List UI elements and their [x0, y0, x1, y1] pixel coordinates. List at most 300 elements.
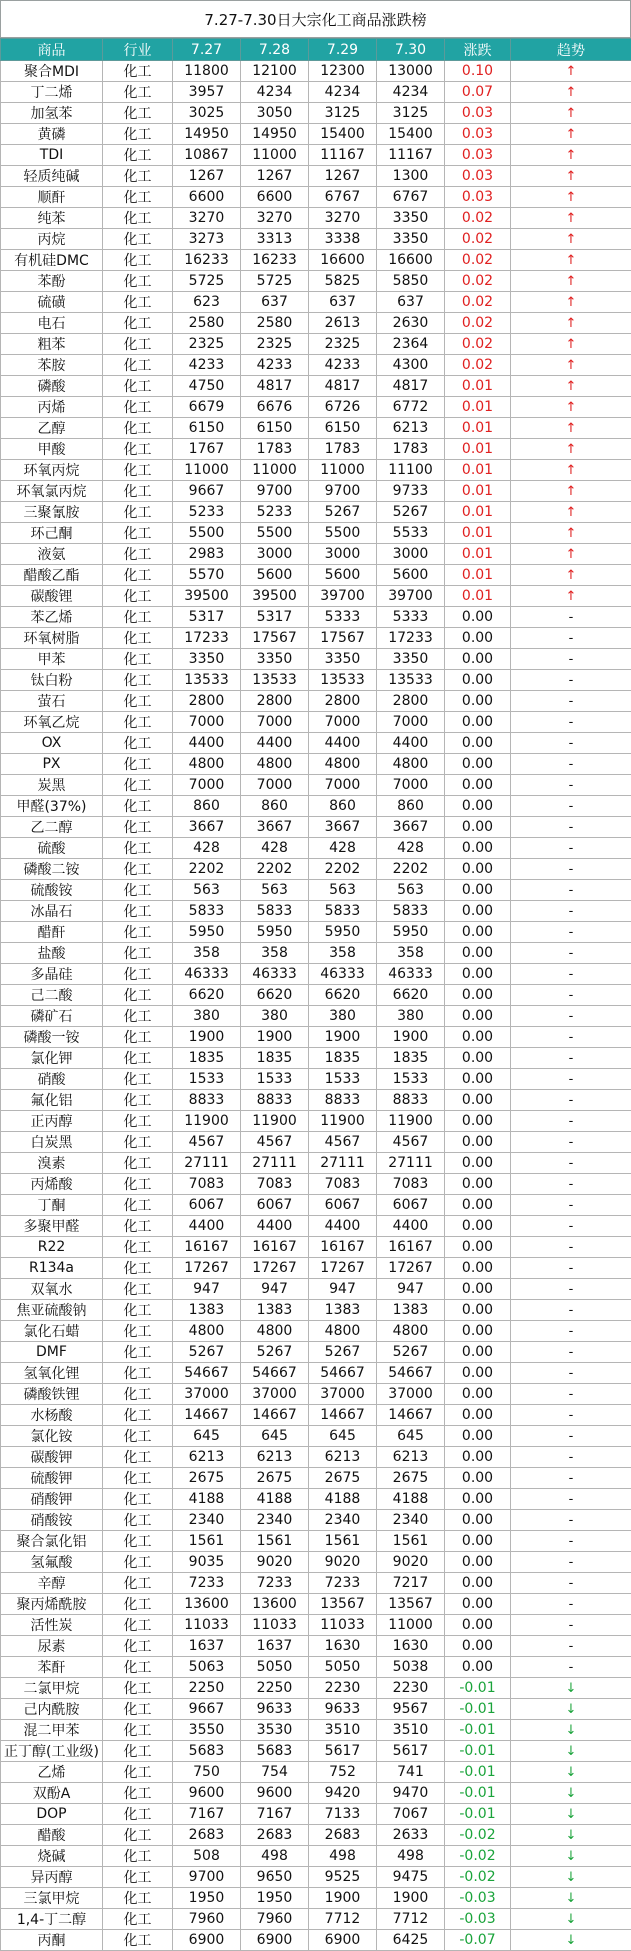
price-728-cell: 5683 [241, 1741, 309, 1762]
change-cell: 0.00 [445, 1405, 511, 1426]
price-727-cell: 14667 [173, 1405, 241, 1426]
trend-cell: ↓ [511, 1720, 631, 1741]
industry-cell: 化工 [103, 1762, 173, 1783]
industry-cell: 化工 [103, 691, 173, 712]
trend-cell: - [511, 670, 631, 691]
table-row [1, 1552, 631, 1573]
trend-cell: ↑ [511, 166, 631, 187]
industry-cell: 化工 [103, 859, 173, 880]
industry-cell: 化工 [103, 1468, 173, 1489]
change-cell: 0.01 [445, 523, 511, 544]
table-row [1, 313, 631, 334]
change-cell: 0.03 [445, 145, 511, 166]
header-date-2: 7.28 [241, 39, 309, 61]
price-727-cell: 54667 [173, 1363, 241, 1384]
product-cell: 多晶硅 [1, 964, 103, 985]
product-cell: 苯酐 [1, 1657, 103, 1678]
industry-cell: 化工 [103, 1258, 173, 1279]
product-cell: 冰晶石 [1, 901, 103, 922]
price-728-cell: 1561 [241, 1531, 309, 1552]
table-row [1, 1741, 631, 1762]
industry-cell: 化工 [103, 1006, 173, 1027]
trend-cell: - [511, 1405, 631, 1426]
change-cell: 0.00 [445, 1594, 511, 1615]
price-730-cell: 5267 [377, 502, 445, 523]
price-728-cell: 13600 [241, 1594, 309, 1615]
industry-cell: 化工 [103, 1132, 173, 1153]
price-728-cell: 3667 [241, 817, 309, 838]
product-cell: 硝酸钾 [1, 1489, 103, 1510]
price-730-cell: 3000 [377, 544, 445, 565]
industry-cell: 化工 [103, 1573, 173, 1594]
price-727-cell: 7000 [173, 775, 241, 796]
price-730-cell: 2633 [377, 1825, 445, 1846]
industry-cell: 化工 [103, 1615, 173, 1636]
price-730-cell: 3350 [377, 208, 445, 229]
industry-cell: 化工 [103, 82, 173, 103]
change-cell: -0.01 [445, 1699, 511, 1720]
header-row [1, 39, 631, 61]
price-728-cell: 5600 [241, 565, 309, 586]
table-row [1, 943, 631, 964]
price-728-cell: 6600 [241, 187, 309, 208]
table-row [1, 1426, 631, 1447]
price-728-cell: 1383 [241, 1300, 309, 1321]
product-cell: 活性炭 [1, 1615, 103, 1636]
trend-cell: ↑ [511, 82, 631, 103]
price-730-cell: 6767 [377, 187, 445, 208]
table-row [1, 82, 631, 103]
trend-cell: ↓ [511, 1909, 631, 1930]
price-727-cell: 5683 [173, 1741, 241, 1762]
product-cell: PX [1, 754, 103, 775]
table-row [1, 1321, 631, 1342]
trend-cell: - [511, 1258, 631, 1279]
table-row [1, 1090, 631, 1111]
table-row [1, 838, 631, 859]
price-727-cell: 5950 [173, 922, 241, 943]
industry-cell: 化工 [103, 1678, 173, 1699]
price-727-cell: 428 [173, 838, 241, 859]
table-row [1, 1237, 631, 1258]
price-729-cell: 6767 [309, 187, 377, 208]
price-727-cell: 9667 [173, 481, 241, 502]
trend-cell: - [511, 1342, 631, 1363]
price-730-cell: 27111 [377, 1153, 445, 1174]
industry-cell: 化工 [103, 544, 173, 565]
industry-cell: 化工 [103, 376, 173, 397]
industry-cell: 化工 [103, 1489, 173, 1510]
trend-cell: ↓ [511, 1888, 631, 1909]
change-cell: 0.03 [445, 103, 511, 124]
product-cell: 水杨酸 [1, 1405, 103, 1426]
price-728-cell: 4800 [241, 1321, 309, 1342]
price-727-cell: 9600 [173, 1783, 241, 1804]
price-730-cell: 4567 [377, 1132, 445, 1153]
price-728-cell: 947 [241, 1279, 309, 1300]
trend-cell: ↑ [511, 124, 631, 145]
price-728-cell: 11033 [241, 1615, 309, 1636]
price-729-cell: 3350 [309, 649, 377, 670]
product-cell: R134a [1, 1258, 103, 1279]
price-728-cell: 3530 [241, 1720, 309, 1741]
industry-cell: 化工 [103, 1321, 173, 1342]
trend-cell: ↑ [511, 61, 631, 82]
change-cell: 0.00 [445, 1258, 511, 1279]
trend-cell: ↑ [511, 145, 631, 166]
industry-cell: 化工 [103, 418, 173, 439]
change-cell: 0.00 [445, 1006, 511, 1027]
price-727-cell: 860 [173, 796, 241, 817]
price-730-cell: 1835 [377, 1048, 445, 1069]
industry-cell: 化工 [103, 1048, 173, 1069]
industry-cell: 化工 [103, 1447, 173, 1468]
price-729-cell: 5500 [309, 523, 377, 544]
price-729-cell: 3125 [309, 103, 377, 124]
trend-cell: - [511, 1384, 631, 1405]
table-row [1, 1783, 631, 1804]
price-727-cell: 9035 [173, 1552, 241, 1573]
price-730-cell: 54667 [377, 1363, 445, 1384]
industry-cell: 化工 [103, 1888, 173, 1909]
price-729-cell: 3000 [309, 544, 377, 565]
trend-cell: - [511, 943, 631, 964]
table-row [1, 481, 631, 502]
price-727-cell: 4800 [173, 754, 241, 775]
price-730-cell: 2800 [377, 691, 445, 712]
trend-cell: ↑ [511, 208, 631, 229]
table-row [1, 1174, 631, 1195]
trend-cell: - [511, 1027, 631, 1048]
price-728-cell: 428 [241, 838, 309, 859]
price-729-cell: 5267 [309, 1342, 377, 1363]
change-cell: 0.02 [445, 292, 511, 313]
trend-cell: - [511, 1615, 631, 1636]
change-cell: 0.01 [445, 376, 511, 397]
product-cell: 苯乙烯 [1, 607, 103, 628]
industry-cell: 化工 [103, 1594, 173, 1615]
product-cell: 甲醛(37%) [1, 796, 103, 817]
price-730-cell: 5950 [377, 922, 445, 943]
industry-cell: 化工 [103, 1195, 173, 1216]
price-730-cell: 5533 [377, 523, 445, 544]
price-727-cell: 11000 [173, 460, 241, 481]
price-729-cell: 2325 [309, 334, 377, 355]
price-730-cell: 860 [377, 796, 445, 817]
change-cell: -0.01 [445, 1741, 511, 1762]
price-730-cell: 4400 [377, 733, 445, 754]
industry-cell: 化工 [103, 985, 173, 1006]
price-727-cell: 8833 [173, 1090, 241, 1111]
table-row [1, 1846, 631, 1867]
price-729-cell: 637 [309, 292, 377, 313]
price-727-cell: 2340 [173, 1510, 241, 1531]
table-row [1, 1384, 631, 1405]
price-729-cell: 1383 [309, 1300, 377, 1321]
product-cell: 磷酸一铵 [1, 1027, 103, 1048]
industry-cell: 化工 [103, 166, 173, 187]
price-730-cell: 498 [377, 1846, 445, 1867]
product-cell: 二氯甲烷 [1, 1678, 103, 1699]
price-728-cell: 1637 [241, 1636, 309, 1657]
price-727-cell: 5500 [173, 523, 241, 544]
table-row [1, 1510, 631, 1531]
change-cell: 0.00 [445, 1174, 511, 1195]
price-730-cell: 11000 [377, 1615, 445, 1636]
product-cell: 硝酸铵 [1, 1510, 103, 1531]
product-cell: 丙烷 [1, 229, 103, 250]
trend-cell: ↑ [511, 271, 631, 292]
table-row [1, 670, 631, 691]
price-729-cell: 8833 [309, 1090, 377, 1111]
trend-cell: - [511, 1363, 631, 1384]
trend-cell: - [511, 1279, 631, 1300]
price-727-cell: 1533 [173, 1069, 241, 1090]
price-730-cell: 6067 [377, 1195, 445, 1216]
product-cell: DMF [1, 1342, 103, 1363]
price-728-cell: 380 [241, 1006, 309, 1027]
price-727-cell: 4800 [173, 1321, 241, 1342]
trend-cell: - [511, 691, 631, 712]
industry-cell: 化工 [103, 1783, 173, 1804]
industry-cell: 化工 [103, 796, 173, 817]
product-cell: 硫酸铵 [1, 880, 103, 901]
price-728-cell: 16233 [241, 250, 309, 271]
price-727-cell: 563 [173, 880, 241, 901]
price-727-cell: 5063 [173, 1657, 241, 1678]
price-727-cell: 1767 [173, 439, 241, 460]
change-cell: 0.00 [445, 649, 511, 670]
table-row [1, 880, 631, 901]
product-cell: 聚丙烯酰胺 [1, 1594, 103, 1615]
price-728-cell: 5725 [241, 271, 309, 292]
price-727-cell: 2983 [173, 544, 241, 565]
product-cell: 萤石 [1, 691, 103, 712]
industry-cell: 化工 [103, 1720, 173, 1741]
change-cell: 0.00 [445, 1111, 511, 1132]
price-728-cell: 7000 [241, 775, 309, 796]
table-row [1, 796, 631, 817]
table-title: 7.27-7.30日大宗化工商品涨跌榜 [0, 0, 631, 38]
change-cell: -0.02 [445, 1846, 511, 1867]
product-cell: 醋酐 [1, 922, 103, 943]
price-729-cell: 2800 [309, 691, 377, 712]
industry-cell: 化工 [103, 649, 173, 670]
price-729-cell: 7133 [309, 1804, 377, 1825]
industry-cell: 化工 [103, 355, 173, 376]
trend-cell: - [511, 1174, 631, 1195]
price-727-cell: 4567 [173, 1132, 241, 1153]
change-cell: 0.00 [445, 985, 511, 1006]
price-729-cell: 860 [309, 796, 377, 817]
price-727-cell: 2675 [173, 1468, 241, 1489]
table-row [1, 208, 631, 229]
change-cell: 0.00 [445, 1048, 511, 1069]
table-row [1, 250, 631, 271]
trend-cell: - [511, 796, 631, 817]
product-cell: 氯化钾 [1, 1048, 103, 1069]
price-727-cell: 17233 [173, 628, 241, 649]
industry-cell: 化工 [103, 1552, 173, 1573]
price-727-cell: 2202 [173, 859, 241, 880]
industry-cell: 化工 [103, 964, 173, 985]
price-727-cell: 1561 [173, 1531, 241, 1552]
trend-cell: - [511, 964, 631, 985]
trend-cell: - [511, 1657, 631, 1678]
table-row [1, 544, 631, 565]
industry-cell: 化工 [103, 1699, 173, 1720]
price-730-cell: 1300 [377, 166, 445, 187]
table-row [1, 418, 631, 439]
product-cell: 聚合MDI [1, 61, 103, 82]
price-729-cell: 1630 [309, 1636, 377, 1657]
price-730-cell: 4800 [377, 754, 445, 775]
table-row [1, 376, 631, 397]
price-730-cell: 947 [377, 1279, 445, 1300]
product-cell: 碳酸锂 [1, 586, 103, 607]
change-cell: -0.02 [445, 1825, 511, 1846]
product-cell: 正丙醇 [1, 1111, 103, 1132]
price-728-cell: 2800 [241, 691, 309, 712]
price-728-cell: 6067 [241, 1195, 309, 1216]
change-cell: 0.02 [445, 355, 511, 376]
table-row [1, 1153, 631, 1174]
industry-cell: 化工 [103, 1237, 173, 1258]
price-727-cell: 3667 [173, 817, 241, 838]
trend-cell: ↓ [511, 1804, 631, 1825]
trend-cell: ↑ [511, 397, 631, 418]
trend-cell: - [511, 1090, 631, 1111]
price-730-cell: 3125 [377, 103, 445, 124]
price-727-cell: 623 [173, 292, 241, 313]
price-730-cell: 17233 [377, 628, 445, 649]
price-729-cell: 3667 [309, 817, 377, 838]
industry-cell: 化工 [103, 208, 173, 229]
trend-cell: - [511, 1195, 631, 1216]
price-729-cell: 9525 [309, 1867, 377, 1888]
trend-cell: ↑ [511, 502, 631, 523]
industry-cell: 化工 [103, 145, 173, 166]
table-row [1, 145, 631, 166]
industry-cell: 化工 [103, 334, 173, 355]
price-727-cell: 3550 [173, 1720, 241, 1741]
product-cell: 丙酮 [1, 1930, 103, 1951]
industry-cell: 化工 [103, 712, 173, 733]
price-729-cell: 1783 [309, 439, 377, 460]
table-row [1, 1867, 631, 1888]
price-728-cell: 1267 [241, 166, 309, 187]
price-730-cell: 5333 [377, 607, 445, 628]
price-730-cell: 39700 [377, 586, 445, 607]
price-728-cell: 7233 [241, 1573, 309, 1594]
price-730-cell: 37000 [377, 1384, 445, 1405]
price-730-cell: 13000 [377, 61, 445, 82]
trend-cell: - [511, 1489, 631, 1510]
change-cell: 0.00 [445, 1027, 511, 1048]
price-729-cell: 4800 [309, 754, 377, 775]
price-730-cell: 6620 [377, 985, 445, 1006]
table-row [1, 1405, 631, 1426]
industry-cell: 化工 [103, 439, 173, 460]
price-729-cell: 7000 [309, 775, 377, 796]
price-728-cell: 46333 [241, 964, 309, 985]
product-cell: 1,4-丁二醇 [1, 1909, 103, 1930]
price-727-cell: 6620 [173, 985, 241, 1006]
change-cell: -0.01 [445, 1678, 511, 1699]
trend-cell: ↓ [511, 1867, 631, 1888]
price-729-cell: 3510 [309, 1720, 377, 1741]
product-cell: 氯化石蜡 [1, 1321, 103, 1342]
price-727-cell: 16167 [173, 1237, 241, 1258]
product-cell: 聚合氯化铝 [1, 1531, 103, 1552]
change-cell: 0.00 [445, 775, 511, 796]
price-727-cell: 6213 [173, 1447, 241, 1468]
price-727-cell: 2250 [173, 1678, 241, 1699]
price-727-cell: 4400 [173, 1216, 241, 1237]
price-730-cell: 645 [377, 1426, 445, 1447]
header-date-1: 7.27 [173, 39, 241, 61]
change-cell: 0.00 [445, 1552, 511, 1573]
change-cell: 0.01 [445, 565, 511, 586]
trend-cell: ↑ [511, 586, 631, 607]
price-728-cell: 2675 [241, 1468, 309, 1489]
change-cell: 0.00 [445, 1573, 511, 1594]
price-729-cell: 9700 [309, 481, 377, 502]
table-row [1, 1930, 631, 1951]
price-728-cell: 2325 [241, 334, 309, 355]
change-cell: 0.00 [445, 1636, 511, 1657]
price-730-cell: 2340 [377, 1510, 445, 1531]
trend-cell: ↑ [511, 187, 631, 208]
product-cell: 辛醇 [1, 1573, 103, 1594]
price-730-cell: 1900 [377, 1027, 445, 1048]
price-728-cell: 1533 [241, 1069, 309, 1090]
price-727-cell: 1900 [173, 1027, 241, 1048]
table-row [1, 922, 631, 943]
product-cell: 环氧乙烷 [1, 712, 103, 733]
price-729-cell: 16167 [309, 1237, 377, 1258]
industry-cell: 化工 [103, 943, 173, 964]
price-730-cell: 9567 [377, 1699, 445, 1720]
price-727-cell: 5233 [173, 502, 241, 523]
industry-cell: 化工 [103, 481, 173, 502]
price-729-cell: 13533 [309, 670, 377, 691]
trend-cell: ↑ [511, 544, 631, 565]
table-row [1, 1363, 631, 1384]
table-row [1, 523, 631, 544]
change-cell: 0.00 [445, 943, 511, 964]
price-728-cell: 754 [241, 1762, 309, 1783]
price-729-cell: 37000 [309, 1384, 377, 1405]
table-row [1, 187, 631, 208]
price-729-cell: 4567 [309, 1132, 377, 1153]
price-728-cell: 37000 [241, 1384, 309, 1405]
change-cell: 0.02 [445, 334, 511, 355]
change-cell: 0.00 [445, 1279, 511, 1300]
table-row [1, 1300, 631, 1321]
change-cell: -0.01 [445, 1720, 511, 1741]
trend-cell: - [511, 1321, 631, 1342]
industry-cell: 化工 [103, 922, 173, 943]
change-cell: 0.00 [445, 880, 511, 901]
price-729-cell: 563 [309, 880, 377, 901]
price-727-cell: 6679 [173, 397, 241, 418]
change-cell: 0.00 [445, 1384, 511, 1405]
trend-cell: ↑ [511, 334, 631, 355]
product-cell: 甲酸 [1, 439, 103, 460]
industry-cell: 化工 [103, 1804, 173, 1825]
price-727-cell: 46333 [173, 964, 241, 985]
